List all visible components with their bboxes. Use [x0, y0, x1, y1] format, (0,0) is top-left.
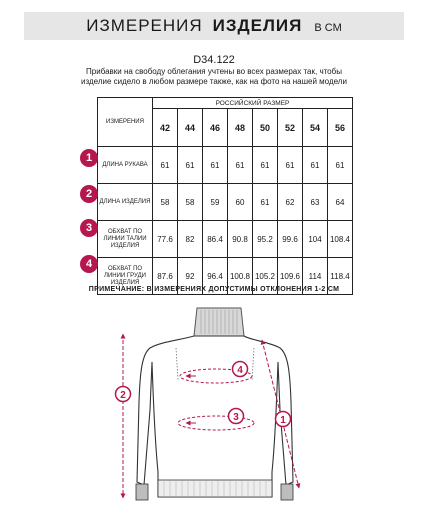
size-cell: 50: [253, 109, 278, 147]
fit-note: Прибавки на свободу облегания учтены во всех размерах так, чтобы изделие сидело в любом размере также, как на фото на нашей модели: [81, 67, 347, 86]
value-cell: 77.6: [153, 221, 178, 258]
size-cell: 44: [178, 109, 203, 147]
left-cuff: [136, 484, 148, 500]
value-cell: 64: [328, 184, 353, 221]
row-name: ОБХВАТ ПО ЛИНИИ ТАЛИИ ИЗДЕЛИЯ: [98, 221, 153, 258]
value-cell: 87.6: [153, 258, 178, 295]
size-cell: 52: [278, 109, 303, 147]
header-bar: [24, 12, 404, 40]
size-group-label: РОССИЙСКИЙ РАЗМЕР: [153, 98, 353, 109]
size-cell: 42: [153, 109, 178, 147]
size-cell: 48: [228, 109, 253, 147]
size-table: [97, 97, 353, 295]
row-number-badge: 3: [80, 219, 98, 237]
value-cell: 59: [203, 184, 228, 221]
value-cell: 99.6: [278, 221, 303, 258]
figure-badge-label: 2: [120, 390, 126, 401]
value-cell: 108.4: [328, 221, 353, 258]
value-cell: 63: [303, 184, 328, 221]
value-cell: 62: [278, 184, 303, 221]
value-cell: 109.6: [278, 258, 303, 295]
value-cell: 96.4: [203, 258, 228, 295]
header-title-b: ИЗДЕЛИЯ: [212, 16, 303, 35]
value-cell: 92: [178, 258, 203, 295]
sweater-schematic: [0, 302, 428, 522]
table-header-row: [98, 98, 353, 109]
right-cuff: [281, 484, 293, 500]
size-cell: 56: [328, 109, 353, 147]
header-unit: В СМ: [314, 22, 342, 34]
value-cell: 61: [228, 147, 253, 184]
value-cell: 61: [253, 147, 278, 184]
value-cell: 61: [328, 147, 353, 184]
value-cell: 90.8: [228, 221, 253, 258]
header-title: [24, 16, 404, 36]
figure-badge-label: 1: [280, 415, 286, 426]
figure-badge-4: [233, 362, 248, 377]
value-cell: 61: [278, 147, 303, 184]
row-number-badge: 1: [80, 149, 98, 167]
hem-rib: [158, 480, 272, 497]
value-cell: 58: [153, 184, 178, 221]
row-number-badge: 2: [80, 185, 98, 203]
row-name: ОБХВАТ ПО ЛИНИИ ГРУДИ ИЗДЕЛИЯ: [98, 258, 153, 295]
value-cell: 61: [253, 184, 278, 221]
row-name: ДЛИНА ИЗДЕЛИЯ: [98, 184, 153, 221]
value-cell: 61: [203, 147, 228, 184]
figure-badge-1: [276, 412, 291, 427]
table-row: [98, 221, 353, 258]
row-name: ДЛИНА РУКАВА: [98, 147, 153, 184]
article-code: D34.122: [193, 54, 235, 66]
corner-label: ИЗМЕРЕНИЯ: [98, 98, 153, 147]
value-cell: 95.2: [253, 221, 278, 258]
collar: [194, 308, 244, 336]
value-cell: 118.4: [328, 258, 353, 295]
figure-badge-label: 4: [237, 365, 243, 376]
figure-badge-label: 3: [233, 412, 239, 423]
table-row: [98, 184, 353, 221]
value-cell: 58: [178, 184, 203, 221]
value-cell: 61: [153, 147, 178, 184]
value-cell: 104: [303, 221, 328, 258]
value-cell: 61: [178, 147, 203, 184]
value-cell: 100.8: [228, 258, 253, 295]
size-cell: 46: [203, 109, 228, 147]
value-cell: 105.2: [253, 258, 278, 295]
value-cell: 61: [303, 147, 328, 184]
figure-badge-2: [116, 387, 131, 402]
tolerance-remark: ПРИМЕЧАНИЕ: В ИЗМЕРЕНИЯХ ДОПУСТИМЫ ОТКЛОНЕНИЯ 1-2 СМ: [88, 286, 340, 293]
size-cell: 54: [303, 109, 328, 147]
value-cell: 82: [178, 221, 203, 258]
value-cell: 114: [303, 258, 328, 295]
value-cell: 60: [228, 184, 253, 221]
row-number-badge: 4: [80, 255, 98, 273]
header-title-a: ИЗМЕРЕНИЯ: [86, 16, 203, 35]
value-cell: 86.4: [203, 221, 228, 258]
figure-badge-3: [229, 409, 244, 424]
table-row: [98, 147, 353, 184]
